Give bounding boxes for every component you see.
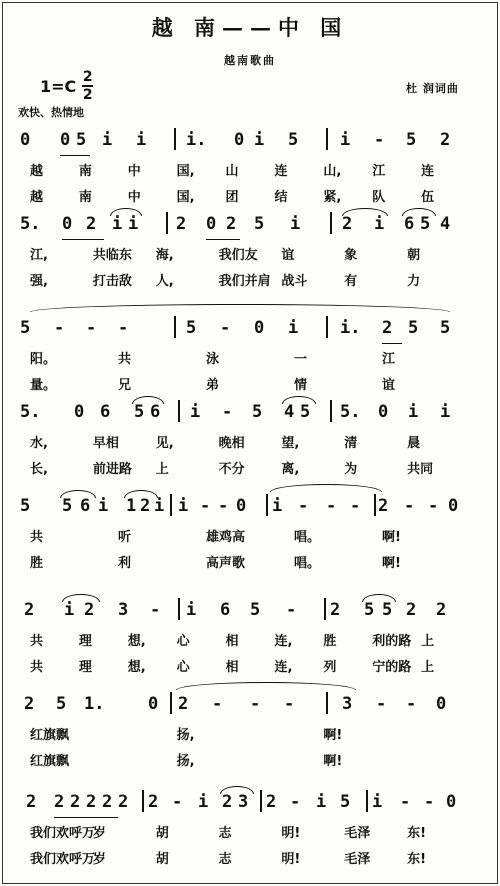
note: 5 xyxy=(134,402,145,422)
lyric-word: 东! xyxy=(407,826,427,841)
note: i xyxy=(290,214,301,234)
lyric-line-1 xyxy=(0,526,500,546)
lyric-word: 南 xyxy=(78,190,92,205)
note: 2 xyxy=(118,792,129,812)
lyric-word: 中 xyxy=(127,190,141,205)
barline xyxy=(178,400,180,422)
lyric-word: 上 xyxy=(155,462,169,477)
barline xyxy=(330,400,332,422)
note: - xyxy=(298,496,309,516)
beam-underline xyxy=(54,817,118,818)
note: 2 xyxy=(86,214,97,234)
lyric-word: 山 xyxy=(225,164,239,179)
note: 0 xyxy=(62,214,73,234)
note: 2 xyxy=(266,792,277,812)
lyric-word: 前进路 xyxy=(92,462,132,477)
note: 5 xyxy=(62,496,73,516)
note: 5 xyxy=(382,600,393,620)
beam-underline xyxy=(62,239,104,240)
note: i xyxy=(136,130,147,150)
score-system-8 xyxy=(0,790,500,870)
note: 5 xyxy=(406,130,417,150)
lyric-word: 中 xyxy=(127,164,141,179)
note: 2 xyxy=(26,792,37,812)
note: - xyxy=(212,694,223,714)
note: 2 xyxy=(86,792,97,812)
lyric-word: 人, xyxy=(155,274,174,289)
notation-line xyxy=(0,128,500,158)
barline xyxy=(266,494,268,516)
lyric-word: 共 xyxy=(30,634,44,649)
time-denominator: 2 xyxy=(82,87,93,103)
note: i xyxy=(154,496,165,516)
lyric-word: 想, xyxy=(127,634,146,649)
note: - xyxy=(118,318,129,338)
lyric-word: 打击敌 xyxy=(92,274,132,289)
lyric-word: 情 xyxy=(294,378,308,393)
lyric-word: 山, xyxy=(323,164,342,179)
note: i xyxy=(288,318,299,338)
lyric-word: 宁的路 xyxy=(372,660,412,675)
lyric-word: 岁 xyxy=(92,852,106,867)
note: i xyxy=(186,600,197,620)
note: 0 xyxy=(436,694,447,714)
note: 5. xyxy=(340,402,361,422)
note: 2 xyxy=(84,600,95,620)
note: 5 xyxy=(20,496,31,516)
note: 5 xyxy=(420,214,431,234)
lyric-word: 结 xyxy=(274,190,288,205)
lyric-word: 上 xyxy=(421,634,435,649)
note: 0 xyxy=(148,694,159,714)
note: 2 xyxy=(54,792,65,812)
barline xyxy=(170,692,172,714)
note: - xyxy=(326,496,337,516)
note: 0 xyxy=(20,130,31,150)
lyric-word: 强, xyxy=(30,274,48,289)
note: i xyxy=(408,402,419,422)
lyric-word: 一 xyxy=(294,352,308,367)
beam-underline xyxy=(60,155,90,156)
key-signature xyxy=(40,70,93,102)
notation-line xyxy=(0,400,500,430)
lyric-line-2 xyxy=(0,750,500,770)
note: 2 xyxy=(382,318,393,338)
note: 5. xyxy=(20,402,41,422)
lyric-word: 明! xyxy=(281,826,301,841)
note: i xyxy=(374,214,385,234)
note: 0 xyxy=(446,792,457,812)
note: i xyxy=(102,130,113,150)
note: 2 xyxy=(330,600,341,620)
note: 6 xyxy=(100,402,111,422)
barline xyxy=(330,212,332,234)
note: 2 xyxy=(222,792,233,812)
lyric-line-1 xyxy=(0,822,500,842)
lyric-word: 胡 xyxy=(155,852,169,867)
note: 5 xyxy=(340,792,351,812)
lyric-word: 志 xyxy=(218,852,232,867)
lyric-word: 红旗飘 xyxy=(30,728,70,743)
note: 2 xyxy=(140,496,151,516)
note: i xyxy=(112,214,123,234)
barline xyxy=(374,494,376,516)
beam-underline xyxy=(382,343,402,344)
lyric-word: 共 xyxy=(118,352,132,367)
note: 6 xyxy=(80,496,91,516)
lyric-line-2 xyxy=(0,848,500,868)
note: 0 xyxy=(254,318,265,338)
lyric-word: 胡 xyxy=(155,826,169,841)
lyric-word: 江 xyxy=(382,352,396,367)
note: 0 xyxy=(448,496,459,516)
lyric-word: 相 xyxy=(225,660,239,675)
note: i xyxy=(198,792,209,812)
lyric-word: 江, xyxy=(30,248,48,263)
note: - xyxy=(428,496,439,516)
lyric-word: 我们欢呼万 xyxy=(30,852,96,867)
lyric-word: 理 xyxy=(78,660,92,675)
note: - xyxy=(400,792,411,812)
note: 5 xyxy=(408,318,419,338)
note: i xyxy=(254,130,265,150)
lyric-word: 岁 xyxy=(92,826,106,841)
note: 2 xyxy=(24,694,35,714)
lyric-word: 见, xyxy=(155,436,174,451)
barline xyxy=(326,128,328,150)
notation-line xyxy=(0,212,500,242)
barline xyxy=(178,598,180,620)
lyric-line-2 xyxy=(0,374,500,394)
note: - xyxy=(290,792,301,812)
lyric-word: 水, xyxy=(30,436,48,451)
lyric-word: 想, xyxy=(127,660,146,675)
lyric-line-2 xyxy=(0,270,500,290)
note: 5 xyxy=(300,402,311,422)
lyric-word: 晚相 xyxy=(218,436,245,451)
note: 2 xyxy=(102,792,113,812)
note: 1 xyxy=(126,496,137,516)
note: i xyxy=(340,130,351,150)
time-signature xyxy=(82,70,93,102)
note: 6 xyxy=(220,600,231,620)
beam-underline xyxy=(206,239,240,240)
lyric-word: 战斗 xyxy=(281,274,308,289)
lyric-word: 扬, xyxy=(176,728,195,743)
note: 1. xyxy=(84,694,105,714)
lyric-word: 量。 xyxy=(30,378,57,393)
lyric-word: 泳 xyxy=(206,352,220,367)
note: - xyxy=(220,318,231,338)
note: i. xyxy=(186,130,207,150)
lyric-word: 列 xyxy=(323,660,337,675)
score-system-2 xyxy=(0,212,500,292)
lyric-word: 啊! xyxy=(382,556,401,571)
lyric-line-2 xyxy=(0,552,500,572)
score-system-5 xyxy=(0,494,500,574)
lyric-word: 共 xyxy=(30,530,44,545)
note: 0 xyxy=(234,130,245,150)
lyric-word: 连 xyxy=(274,164,288,179)
lyric-word: 共 xyxy=(30,660,44,675)
note: 3 xyxy=(238,792,249,812)
lyric-word: 理 xyxy=(78,634,92,649)
lyric-word: 利的路 xyxy=(372,634,412,649)
notation-line xyxy=(0,598,500,628)
note: 5 xyxy=(252,402,263,422)
note: 0 xyxy=(378,402,389,422)
lyric-word: 象 xyxy=(344,248,358,263)
note: i xyxy=(190,402,201,422)
lyric-word: 胜 xyxy=(30,556,44,571)
lyric-line-2 xyxy=(0,186,500,206)
lyric-word: 高声歌 xyxy=(206,556,246,571)
note: - xyxy=(424,792,435,812)
note: - xyxy=(406,694,417,714)
note: 2 xyxy=(176,214,187,234)
note: - xyxy=(150,600,161,620)
note: i. xyxy=(340,318,361,338)
author-credit: 杜 润词曲 xyxy=(406,82,459,95)
lyric-word: 上 xyxy=(421,660,435,675)
barline xyxy=(326,692,328,714)
note: i xyxy=(98,496,109,516)
tempo-marking: 欢快、热情地 xyxy=(18,106,84,119)
note: 5 xyxy=(288,130,299,150)
lyric-line-2 xyxy=(0,458,500,478)
lyric-word: 雄鸡高 xyxy=(206,530,246,545)
note: - xyxy=(218,496,229,516)
note: 6 xyxy=(404,214,415,234)
barline xyxy=(366,790,368,812)
lyric-word: 共同 xyxy=(407,462,434,477)
note: - xyxy=(54,318,65,338)
lyric-word: 弟 xyxy=(206,378,220,393)
lyric-line-2 xyxy=(0,656,500,676)
note: 4 xyxy=(440,214,451,234)
note: 2 xyxy=(148,792,159,812)
note: 3 xyxy=(118,600,129,620)
note: - xyxy=(374,130,385,150)
note: 2 xyxy=(406,600,417,620)
lyric-word: 毛泽 xyxy=(344,852,371,867)
note: - xyxy=(376,694,387,714)
note: 5 xyxy=(56,694,67,714)
note: 2 xyxy=(436,600,447,620)
lyric-word: 相 xyxy=(225,634,239,649)
note: - xyxy=(350,496,361,516)
note: 5 xyxy=(440,318,451,338)
lyric-word: 团 xyxy=(225,190,239,205)
barline xyxy=(174,128,176,150)
lyric-word: 谊 xyxy=(382,378,396,393)
lyric-word: 胜 xyxy=(323,634,337,649)
barline xyxy=(170,494,172,516)
note: 0 xyxy=(74,402,85,422)
lyric-word: 江 xyxy=(372,164,386,179)
note: 5 xyxy=(254,214,265,234)
lyric-word: 朝 xyxy=(407,248,421,263)
note: 5 xyxy=(20,318,31,338)
notation-line xyxy=(0,692,500,722)
notation-line xyxy=(0,494,500,524)
lyric-word: 连 xyxy=(421,164,435,179)
lyric-word: 紧, xyxy=(323,190,342,205)
lyric-word: 早相 xyxy=(92,436,119,451)
lyric-word: 红旗飘 xyxy=(30,754,70,769)
lyric-word: 望, xyxy=(281,436,300,451)
lyric-line-1 xyxy=(0,348,500,368)
lyric-word: 越 xyxy=(30,190,44,205)
lyric-word: 心 xyxy=(176,634,190,649)
key-label: 1=C xyxy=(40,76,77,96)
note: 5 xyxy=(250,600,261,620)
note: - xyxy=(284,694,295,714)
note: - xyxy=(250,694,261,714)
lyric-word: 连, xyxy=(274,660,293,675)
note: - xyxy=(200,496,211,516)
note: 2 xyxy=(24,600,35,620)
note: 0 xyxy=(60,130,71,150)
lyric-word: 连, xyxy=(274,634,293,649)
barline xyxy=(142,790,144,812)
lyric-word: 力 xyxy=(407,274,421,289)
score-system-6 xyxy=(0,598,500,678)
lyric-word: 伍 xyxy=(421,190,435,205)
lyric-line-1 xyxy=(0,160,500,180)
barline xyxy=(174,316,176,338)
barline xyxy=(324,598,326,620)
lyric-word: 越 xyxy=(30,164,44,179)
note: - xyxy=(86,318,97,338)
score-system-1 xyxy=(0,128,500,208)
lyric-word: 唱。 xyxy=(294,556,321,571)
note: 2 xyxy=(226,214,237,234)
lyric-word: 我们并肩 xyxy=(218,274,271,289)
lyric-word: 谊 xyxy=(281,248,295,263)
note: i xyxy=(64,600,75,620)
lyric-word: 利 xyxy=(118,556,132,571)
barline xyxy=(326,316,328,338)
lyric-word: 阳。 xyxy=(30,352,57,367)
lyric-word: 啊! xyxy=(323,754,343,769)
lyric-word: 我们欢呼万 xyxy=(30,826,96,841)
note: 5 xyxy=(76,130,87,150)
notation-line xyxy=(0,316,500,346)
note: 5 xyxy=(186,318,197,338)
note: 0 xyxy=(206,214,217,234)
lyric-word: 我们友 xyxy=(218,248,258,263)
note: 2 xyxy=(378,496,389,516)
lyric-word: 兄 xyxy=(118,378,132,393)
lyric-word: 国, xyxy=(176,190,195,205)
lyric-word: 南 xyxy=(78,164,92,179)
note: 2 xyxy=(70,792,81,812)
lyric-line-1 xyxy=(0,630,500,650)
note: 5 xyxy=(364,600,375,620)
note: 6 xyxy=(150,402,161,422)
note: i xyxy=(128,214,139,234)
lyric-word: 啊! xyxy=(382,530,401,545)
time-numerator: 2 xyxy=(82,69,93,85)
notation-line xyxy=(0,790,500,820)
lyric-word: 明! xyxy=(281,852,301,867)
lyric-word: 啊! xyxy=(323,728,343,743)
barline xyxy=(260,790,262,812)
song-subtitle: 越南歌曲 xyxy=(224,54,276,67)
lyric-word: 心 xyxy=(176,660,190,675)
note: 3 xyxy=(342,694,353,714)
note: - xyxy=(404,496,415,516)
lyric-word: 东! xyxy=(407,852,427,867)
lyric-word: 国, xyxy=(176,164,195,179)
lyric-word: 不分 xyxy=(218,462,245,477)
lyric-word: 唱。 xyxy=(294,530,321,545)
lyric-word: 晨 xyxy=(407,436,421,451)
song-title: 越 南——中 国 xyxy=(151,15,349,40)
lyric-word: 志 xyxy=(218,826,232,841)
note: i xyxy=(316,792,327,812)
note: 0 xyxy=(236,496,247,516)
note: 4 xyxy=(284,402,295,422)
note: - xyxy=(286,600,297,620)
lyric-word: 为 xyxy=(344,462,358,477)
lyric-word: 听 xyxy=(118,530,132,545)
note: 2 xyxy=(440,130,451,150)
note: i xyxy=(440,402,451,422)
score-system-7 xyxy=(0,692,500,772)
lyric-word: 毛泽 xyxy=(344,826,371,841)
barline xyxy=(166,212,168,234)
note: - xyxy=(172,792,183,812)
lyric-word: 队 xyxy=(372,190,386,205)
lyric-word: 离, xyxy=(281,462,300,477)
score-system-3 xyxy=(0,316,500,396)
note: 5. xyxy=(20,214,41,234)
lyric-word: 共临东 xyxy=(92,248,132,263)
note: 2 xyxy=(342,214,353,234)
lyric-line-1 xyxy=(0,724,500,744)
lyric-word: 海, xyxy=(155,248,174,263)
lyric-word: 清 xyxy=(344,436,358,451)
lyric-word: 长, xyxy=(30,462,48,477)
note: i xyxy=(178,496,189,516)
note: - xyxy=(222,402,233,422)
lyric-line-1 xyxy=(0,432,500,452)
lyric-word: 有 xyxy=(344,274,358,289)
lyric-word: 扬, xyxy=(176,754,195,769)
note: 2 xyxy=(178,694,189,714)
note: i xyxy=(372,792,383,812)
score-system-4 xyxy=(0,400,500,480)
note: i xyxy=(272,496,283,516)
lyric-line-1 xyxy=(0,244,500,264)
